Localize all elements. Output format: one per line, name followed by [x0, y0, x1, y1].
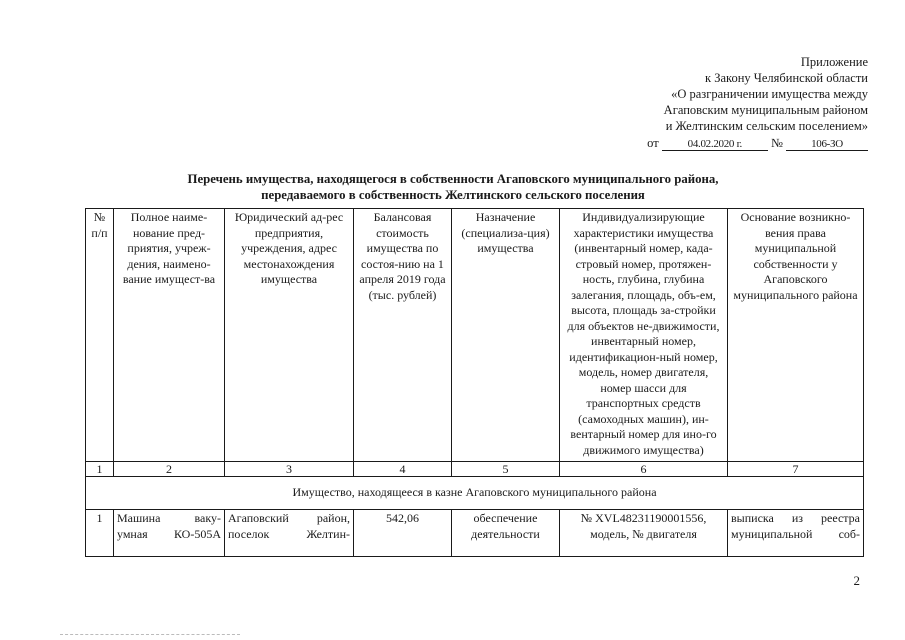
header-cell-num: № п/п: [86, 209, 114, 462]
row-characteristics-line: № XVL48231190001556,: [580, 511, 707, 525]
row-purpose-line: деятельности: [471, 526, 540, 541]
column-number: 5: [452, 462, 560, 477]
header-row: [86, 209, 864, 462]
row-name-line: умная КО-505А: [117, 526, 221, 541]
document-title: [90, 171, 816, 203]
table-row: [86, 510, 864, 557]
column-number: 1: [86, 462, 114, 477]
column-number: 7: [728, 462, 864, 477]
annex-date: 04.02.2020 г.: [662, 138, 768, 151]
title-line-2: передаваемого в собственность Желтинского сельского поселения: [261, 188, 645, 202]
row-num: 1: [86, 510, 114, 557]
header-cell-purpose: Назначение (специализа-ция) имущества: [452, 209, 560, 462]
property-table: [85, 208, 864, 557]
section-title: Имущество, находящееся в казне Агаповского муниципального района: [86, 477, 864, 510]
annex-line: Агаповским муниципальным районом: [663, 103, 868, 117]
column-number: 3: [225, 462, 354, 477]
number-label: №: [770, 136, 783, 150]
row-purpose-line: обеспечение: [473, 511, 538, 525]
annex-line: Приложение: [800, 55, 868, 69]
row-name: [114, 510, 225, 557]
row-characteristics-line: модель, № двигателя: [590, 526, 697, 541]
annex-line: к Закону Челябинской области: [705, 71, 868, 85]
row-address-line: Агаповский район,: [228, 511, 350, 525]
column-number: 4: [354, 462, 452, 477]
title-line-1: Перечень имущества, находящегося в собственности Агаповского муниципального района,: [187, 172, 719, 186]
annex-line: и Желтинским сельским поселением»: [665, 119, 868, 133]
row-value: 542,06: [354, 510, 452, 557]
row-purpose: [452, 510, 560, 557]
header-cell-name: Полное наиме-нование пред-приятия, учреж-дения, наимено-вание имущест-ва: [114, 209, 225, 462]
from-label: от: [647, 136, 659, 150]
row-name-line: Машина ваку-: [117, 511, 221, 525]
column-number: 2: [114, 462, 225, 477]
column-number: 6: [560, 462, 728, 477]
annex-line: «О разграничении имущества между: [671, 87, 868, 101]
row-address: [225, 510, 354, 557]
header-cell-value: Балансовая стоимость имущества по состоя-нию на 1 апреля 2019 года (тыс. рублей): [354, 209, 452, 462]
page-number: 2: [853, 573, 860, 588]
row-basis: [728, 510, 864, 557]
annex-number: 106-ЗО: [786, 138, 868, 151]
row-basis-line: муниципальной соб-: [731, 526, 860, 541]
header-cell-address: Юридический ад-рес предприятия, учреждения, адрес местонахождения имущества: [225, 209, 354, 462]
annex-date-row: [568, 135, 868, 151]
section-row: [86, 477, 864, 510]
scan-artifact-line: [60, 634, 240, 637]
row-characteristics: [560, 510, 728, 557]
row-basis-line: выписка из реестра: [731, 511, 860, 525]
row-address-line: поселок Желтин-: [228, 526, 350, 541]
column-number-row: [86, 462, 864, 477]
header-cell-characteristics: Индивидуализирующие характеристики имущества (инвентарный номер, када-стровый номер, протяжен-ность, глубина, глубина залегания, площадь, объ-ем, высота, площадь за-стройки для объектов не-движимости, инвентарный номер, идентификацион-ный номер, модель, номер двигателя, номер шасси для транспортных средств (самоходных машин), ин-вентарный номер для ино-го движимого имущества): [560, 209, 728, 462]
annex-block: [568, 54, 868, 151]
header-cell-basis: Основание возникно-вения права муниципальной собственности у Агаповского муниципального района: [728, 209, 864, 462]
